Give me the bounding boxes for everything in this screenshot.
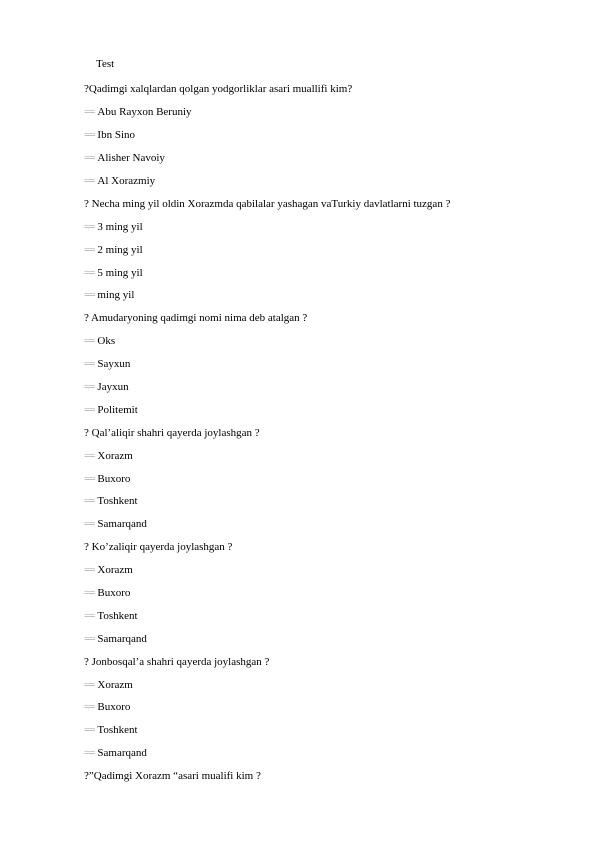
answer-marker: == [84,106,95,119]
answer-marker: == [84,724,95,737]
answer-option: == 2 ming yil [84,243,143,256]
answer-marker: == [84,449,95,462]
question-text: ?Qadimgi xalqlardan qolgan yodgorliklar asari muallifi kim? [84,83,353,96]
document-title: Test [96,58,115,70]
answer-marker: == [84,632,95,645]
answer-marker: == [84,175,95,187]
answer-marker: == [84,701,95,714]
answer-option: == Buxoro [84,701,131,714]
answer-option: == Xorazm [84,678,133,691]
answer-option: == Toshkent [84,495,138,508]
question-text: ?”Qadimgi Xorazm “asari mualifi kim ? [84,770,261,783]
answer-marker: == [84,564,95,577]
answer-marker: == [84,335,95,348]
answer-option: == 3 ming yil [84,220,143,233]
answer-option: == Xorazm [84,449,133,462]
question-text: ? Amudaryoning qadimgi nomi nima deb atalgan ? [84,312,308,325]
answer-marker: == [84,243,95,256]
answer-marker: == [84,381,95,394]
question-text: ? Necha ming yil oldin Xorazmda qabilalar yashagan vaTurkiy davlatlarni tuzgan ? [84,197,451,210]
answer-marker: == [84,403,95,416]
answer-marker: == [84,289,95,302]
answer-option: == Politemit [84,403,138,416]
answer-option: == ming yil [84,289,135,302]
answer-marker: == [84,678,95,691]
answer-marker: == [84,129,95,142]
answer-option: == Toshkent [84,724,138,737]
answer-marker: == [84,518,95,531]
answer-option: == Alisher Navoiy [84,152,165,165]
answer-option: == Samarqand [84,632,147,645]
answer-option: == Jayxun [84,381,129,394]
answer-marker: == [84,220,95,233]
answer-marker: == [84,472,95,485]
answer-marker: == [84,747,95,760]
answer-marker: == [84,587,95,600]
answer-marker: == [84,609,95,622]
answer-option: == Al Xorazmiy [84,175,156,187]
answer-option: == Oks [84,335,116,348]
question-text: ? Qal’aliqir shahri qayerda joylashgan ? [84,426,260,439]
question-list [84,78,574,788]
answer-option: == Sayxun [84,358,131,371]
answer-marker: == [84,266,95,279]
answer-option: == Samarqand [84,747,147,760]
answer-option: == 5 ming yil [84,266,143,279]
answer-option: == Buxoro [84,472,131,485]
answer-option: == Toshkent [84,609,138,622]
answer-option: == Xorazm [84,564,133,577]
answer-option: == Samarqand [84,518,147,531]
answer-option: == Buxoro [84,587,131,600]
answer-option: == Abu Rayxon Beruniy [84,106,192,119]
answer-marker: == [84,358,95,371]
question-text: ? Jonbosqal’a shahri qayerda joylashgan ? [84,655,270,668]
question-text: ? Ko’zaliqir qayerda joylashgan ? [84,541,233,554]
answer-option: == Ibn Sino [84,129,136,142]
answer-marker: == [84,495,95,508]
answer-marker: == [84,152,95,165]
